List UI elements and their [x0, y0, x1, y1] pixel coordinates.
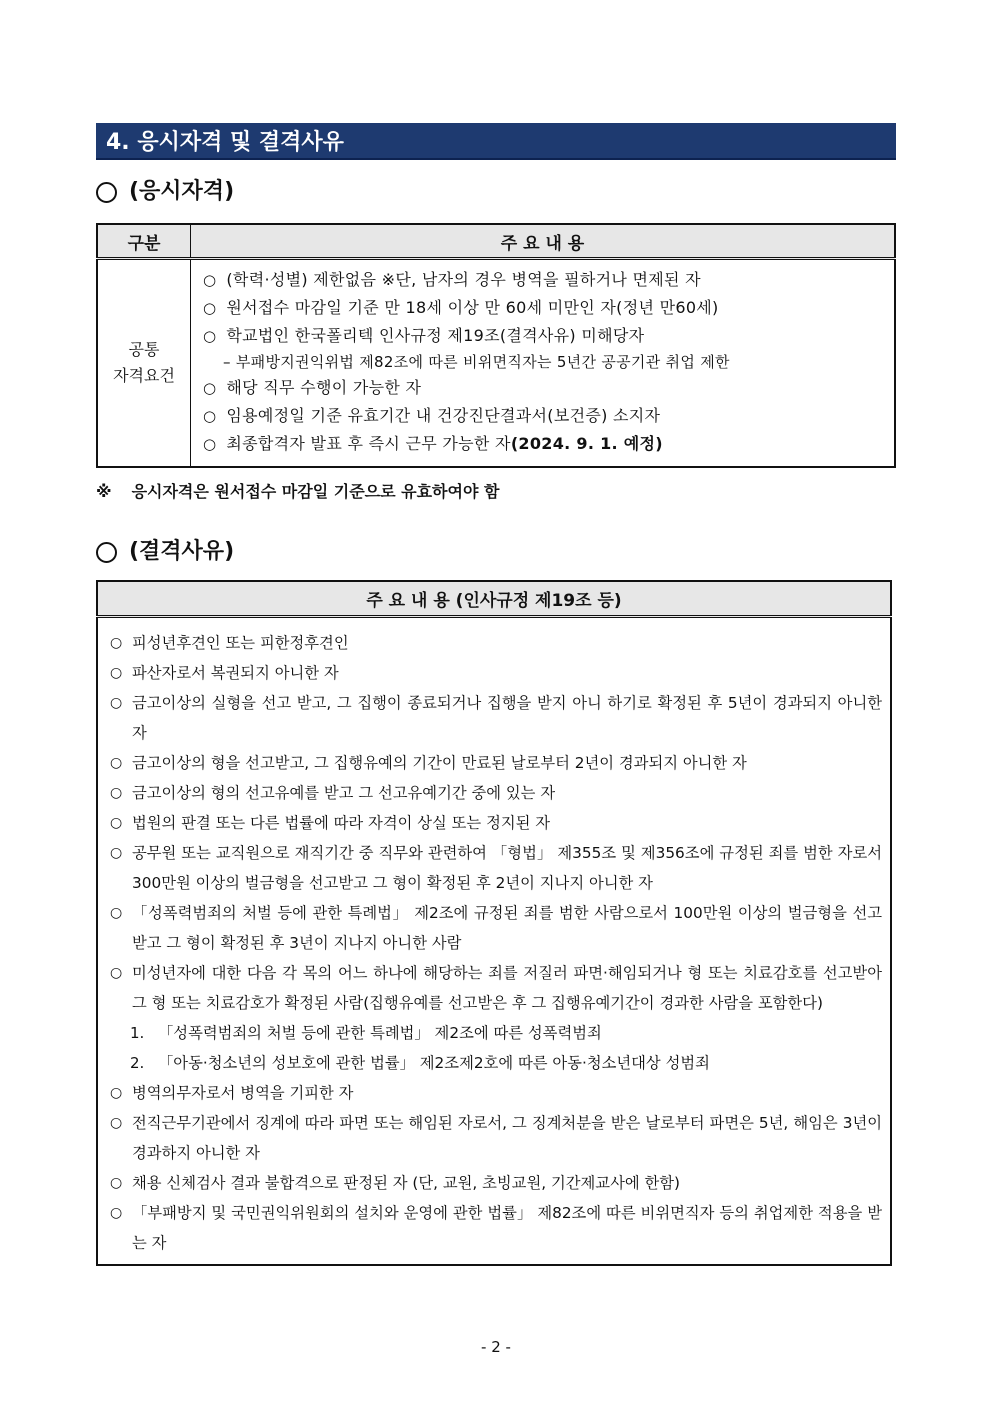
qualification-heading-text: (응시자격) — [129, 179, 235, 204]
bullet-icon: ○ — [110, 785, 123, 801]
list-item: ○ 최종합격자 발표 후 즉시 근무 가능한 자(2024. 9. 1. 예정) — [203, 434, 663, 453]
list-item: ○ 병역의무자로서 병역을 기피한 자 — [110, 1078, 882, 1108]
list-item: ○ 금고이상의 형의 선고유예를 받고 그 선고유예기간 중에 있는 자 — [110, 778, 882, 808]
bullet-icon: ○ — [110, 635, 123, 651]
disqualification-heading-text: (결격사유) — [129, 539, 235, 564]
list-item: ○ 채용 신체검사 결과 불합격으로 판정된 자 (단, 교원, 초빙교원, 기간제교사에 한함) — [110, 1168, 882, 1198]
bullet-icon: ○ — [110, 755, 123, 771]
list-item: ○ 학교법인 한국폴리텍 인사규정 제19조(결격사유) 미해당자 — [203, 326, 645, 345]
bullet-icon: ○ — [110, 1085, 123, 1101]
list-item: ○ 법원의 판결 또는 다른 법률에 따라 자격이 상실 또는 정지된 자 — [110, 808, 882, 838]
list-item: ○ 공무원 또는 교직원으로 재직기간 중 직무와 관련하여 「형법」 제355조 및 제356조에 규정된 죄를 범한 자로서 300만원 이상의 벌금형을 선고받고 그 형이 확정된 후 2년이 지나지 아니한 자 — [110, 838, 882, 898]
qualification-heading — [96, 178, 234, 206]
list-item: ○ 임용예정일 기준 유효기간 내 건강진단결과서(보건증) 소지자 — [203, 406, 661, 425]
list-item: ○ 「부패방지 및 국민권익위원회의 설치와 운영에 관한 법률」 제82조에 따른 비위면직자 등의 취업제한 적용을 받는 자 — [110, 1198, 882, 1258]
disqualification-content — [97, 617, 891, 1266]
bullet-icon: ○ — [110, 815, 123, 831]
disqualification-heading — [96, 538, 234, 566]
bullet-icon: ○ — [110, 905, 123, 921]
list-item: ○ 원서접수 마감일 기준 만 18세 이상 만 60세 미만인 자(정년 만60세) — [203, 298, 719, 317]
col-category: 구분 — [97, 224, 191, 259]
list-item: ○ 「성폭력범죄의 처벌 등에 관한 특례법」 제2조에 규정된 죄를 범한 사람으로서 100만원 이상의 벌금형을 선고받고 그 형이 확정된 후 3년이 지나지 아니한 사람 — [110, 898, 882, 958]
circle-bullet-icon — [96, 542, 117, 563]
bullet-icon: ○ — [110, 1175, 123, 1191]
section-title: 4. 응시자격 및 결격사유 — [96, 123, 896, 160]
category-line: 공통 — [128, 340, 160, 359]
sub-list-item: – 부패방지권익위법 제82조에 따른 비위면직자는 5년간 공공기관 취업 제한 — [223, 353, 730, 371]
list-item: ○ 전직근무기관에서 징계에 따라 파면 또는 해임된 자로서, 그 징계처분을 받은 날로부터 파면은 5년, 해임은 3년이 경과하지 아니한 자 — [110, 1108, 882, 1168]
disqualification-table-header: 주 요 내 용 (인사규정 제19조 등) — [97, 581, 891, 617]
list-item: ○ 피성년후견인 또는 피한정후견인 — [110, 628, 882, 658]
bullet-icon: ○ — [110, 695, 123, 711]
sub-list-item: 2. 「아동·청소년의 성보호에 관한 법률」 제2조제2호에 따른 아동·청소년대상 성범죄 — [110, 1048, 882, 1078]
col-content: 주 요 내 용 — [191, 224, 896, 259]
table-row — [97, 259, 895, 468]
bullet-icon: ○ — [203, 299, 217, 317]
bullet-icon: ○ — [110, 965, 123, 981]
bullet-icon: ○ — [110, 845, 123, 861]
list-item: ○ 해당 직무 수행이 가능한 자 — [203, 378, 422, 397]
qualification-table-header — [97, 224, 895, 259]
bullet-icon: ○ — [203, 379, 217, 397]
list-item: ○ (학력·성별) 제한없음 ※단, 남자의 경우 병역을 필하거나 면제된 자 — [203, 270, 701, 289]
category-cell — [97, 259, 191, 468]
bullet-icon: ○ — [110, 1115, 123, 1131]
bullet-icon: ○ — [203, 327, 217, 345]
category-line: 자격요건 — [113, 366, 175, 385]
list-item: ○ 파산자로서 복권되지 아니한 자 — [110, 658, 882, 688]
bullet-icon: ○ — [110, 665, 123, 681]
disqualification-table — [96, 580, 892, 1266]
page-number: - 2 - — [481, 1338, 511, 1356]
note-text: 응시자격은 원서접수 마감일 기준으로 유효하여야 함 — [131, 482, 500, 501]
list-item: ○ 금고이상의 형을 선고받고, 그 집행유예의 기간이 만료된 날로부터 2년이 경과되지 아니한 자 — [110, 748, 882, 778]
qualification-table — [96, 223, 896, 468]
qualification-note — [96, 479, 499, 502]
content-cell — [191, 259, 896, 468]
sub-item-number: 2. — [130, 1054, 145, 1072]
sub-list-item: 1. 「성폭력범죄의 처벌 등에 관한 특례법」 제2조에 따른 성폭력범죄 — [110, 1018, 882, 1048]
sub-item-number: 1. — [130, 1024, 145, 1042]
bullet-icon: ○ — [203, 271, 217, 289]
note-mark-icon: ※ — [96, 482, 112, 501]
circle-bullet-icon — [96, 182, 117, 203]
bullet-icon: ○ — [110, 1205, 123, 1221]
bullet-icon: ○ — [203, 407, 217, 425]
date-note: (2024. 9. 1. 예정) — [510, 434, 663, 453]
bullet-icon: ○ — [203, 435, 217, 453]
list-item: ○ 금고이상의 실형을 선고 받고, 그 집행이 종료되거나 집행을 받지 아니 하기로 확정된 후 5년이 경과되지 아니한 자 — [110, 688, 882, 748]
list-item: ○ 미성년자에 대한 다음 각 목의 어느 하나에 해당하는 죄를 저질러 파면·해임되거나 형 또는 치료감호를 선고받아 그 형 또는 치료감호가 확정된 사람(집행유예를 선고받은 후 그 집행유예기간이 경과한 사람을 포함한다) — [110, 958, 882, 1018]
